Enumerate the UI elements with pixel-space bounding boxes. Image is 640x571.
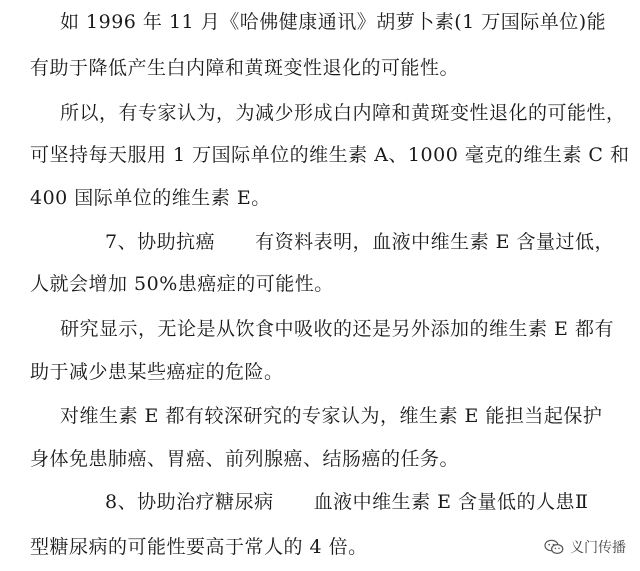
section-7-heading: 7、协助抗癌 xyxy=(105,231,216,253)
section-8-text: 血液中维生素 E 含量低的人患Ⅱ xyxy=(313,491,589,513)
watermark xyxy=(544,537,626,557)
paragraph-4-line-1: 研究显示，无论是从饮食中吸收的还是另外添加的维生素 E 都有 xyxy=(60,318,614,340)
section-8-line-2: 型糖尿病的可能性要高于常人的 4 倍。 xyxy=(30,536,368,558)
section-7-text: 有资料表明，血液中维生素 E 含量过低， xyxy=(255,231,615,253)
paragraph-1-line-1: 如 1996 年 11 月《哈佛健康通讯》胡萝卜素(1 万国际单位)能 xyxy=(60,11,607,33)
paragraph-1-line-2: 有助于降低产生白内障和黄斑变性退化的可能性。 xyxy=(30,57,460,79)
paragraph-2-line-3: 400 国际单位的维生素 E。 xyxy=(30,187,271,209)
section-8-line-1 xyxy=(105,490,588,514)
paragraph-5-line-2: 身体免患肺癌、胃癌、前列腺癌、结肠癌的任务。 xyxy=(30,448,460,470)
section-7-line-2: 人就会增加 50%患癌症的可能性。 xyxy=(30,273,334,295)
paragraph-2-line-2: 可坚持每天服用 1 万国际单位的维生素 A、1000 毫克的维生素 C 和 xyxy=(30,144,630,166)
section-7-line-1 xyxy=(105,230,614,254)
paragraph-2-line-1: 所以，有专家认为，为减少形成白内障和黄斑变性退化的可能性， xyxy=(60,102,626,124)
wechat-icon xyxy=(544,539,564,555)
paragraph-4-line-2: 助于减少患某些癌症的危险。 xyxy=(30,361,284,383)
paragraph-5-line-1: 对维生素 E 都有较深研究的专家认为，维生素 E 能担当起保护 xyxy=(60,405,603,427)
section-8-heading: 8、协助治疗糖尿病 xyxy=(105,491,274,513)
watermark-text: 义门传播 xyxy=(570,540,626,556)
